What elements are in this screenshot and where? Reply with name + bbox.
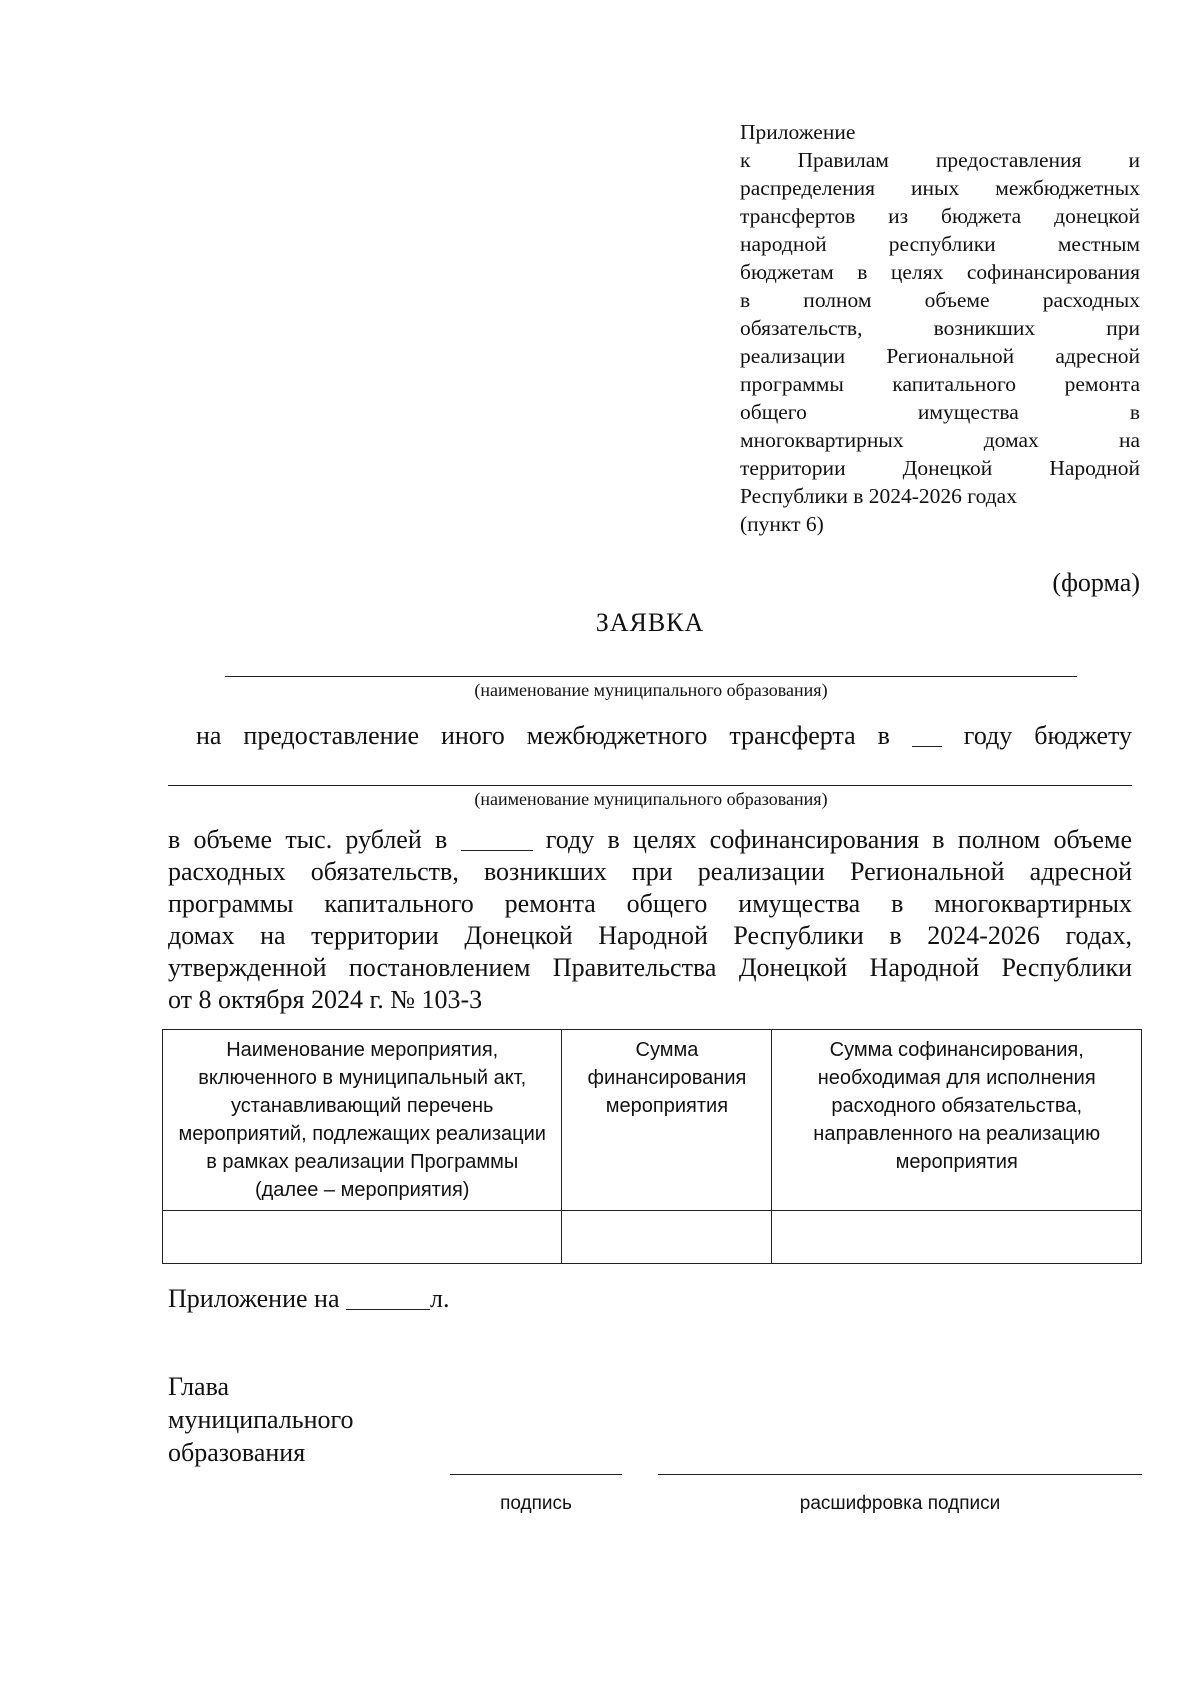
appendix-line: реализации Региональной адресной bbox=[740, 344, 1140, 368]
attachment-unit: л. bbox=[430, 1284, 450, 1313]
body-text: году в целях софинансирования в полном объеме bbox=[545, 825, 1133, 854]
appendix-line: бюджетам в целях софинансирования bbox=[740, 260, 1140, 284]
body-line: расходных обязательств, возникших при реализации Региональной адресной bbox=[168, 857, 1132, 886]
purpose-line bbox=[196, 720, 1132, 751]
table-cell bbox=[772, 1211, 1142, 1264]
body-line: от 8 октября 2024 г. № 103-3 bbox=[168, 985, 483, 1014]
appendix-point: (пункт 6) bbox=[740, 512, 824, 536]
body-line: утвержденной постановлением Правительства Донецкой Народной Республики bbox=[168, 953, 1132, 982]
appendix-line: территории Донецкой Народной bbox=[740, 456, 1140, 480]
table-header-amount: Сумма финансирования мероприятия bbox=[562, 1030, 772, 1211]
signer-line: муниципального bbox=[168, 1405, 354, 1434]
year-blank-2 bbox=[461, 824, 533, 851]
signer-title bbox=[168, 1370, 354, 1469]
signature-decode-line bbox=[658, 1474, 1142, 1475]
signature-caption: подпись bbox=[500, 1493, 572, 1514]
signer-line: Глава bbox=[168, 1372, 230, 1401]
table-cell bbox=[163, 1211, 562, 1264]
appendix-line: программы капитального ремонта bbox=[740, 372, 1140, 396]
appendix-line: народной республики местным bbox=[740, 232, 1140, 256]
attachment-line bbox=[168, 1283, 450, 1314]
sheets-blank bbox=[346, 1283, 430, 1310]
appendix-line: распределения иных межбюджетных bbox=[740, 176, 1140, 200]
table-header-cofinancing: Сумма софинансирования, необходимая для исполнения расходного обязательства, направленного на реализацию мероприятия bbox=[772, 1030, 1142, 1211]
appendix-line: к Правилам предоставления и bbox=[740, 148, 1140, 172]
table-cell bbox=[562, 1211, 772, 1264]
municipality-name-line bbox=[225, 676, 1077, 677]
body-text: в объеме тыс. рублей в bbox=[168, 825, 448, 854]
year-blank bbox=[912, 720, 942, 747]
signature-line bbox=[450, 1474, 622, 1475]
appendix-line: трансфертов из бюджета донецкой bbox=[740, 204, 1140, 228]
table-row bbox=[163, 1211, 1142, 1264]
body-paragraph bbox=[168, 824, 1132, 1016]
table-header-measure: Наименование мероприятия, включенного в муниципальный акт, устанавливающий перечень мероприятий, подлежащих реализации в рамках реализации Программы (далее – мероприятия) bbox=[163, 1030, 562, 1211]
appendix-heading: Приложение bbox=[740, 120, 856, 144]
purpose-text: на предоставление иного межбюджетного трансферта в bbox=[196, 721, 890, 750]
attachment-text: Приложение на bbox=[168, 1284, 340, 1313]
signer-line: образования bbox=[168, 1438, 306, 1467]
appendix-block bbox=[740, 118, 1140, 538]
appendix-line: Республики в 2024-2026 годах bbox=[740, 484, 1017, 508]
appendix-line: в полном объеме расходных bbox=[740, 288, 1140, 312]
municipality-name-line-2 bbox=[168, 785, 1132, 786]
table-header-row bbox=[163, 1030, 1142, 1211]
body-line bbox=[168, 824, 1132, 856]
municipality-caption: (наименование муниципального образования) bbox=[474, 680, 828, 700]
appendix-line: многоквартирных домах на bbox=[740, 428, 1140, 452]
purpose-text-end: году бюджету bbox=[963, 721, 1132, 750]
document-title: ЗАЯВКА bbox=[595, 608, 705, 637]
appendix-line: общего имущества в bbox=[740, 400, 1140, 424]
municipality-caption-2: (наименование муниципального образования) bbox=[474, 789, 828, 809]
appendix-line: обязательств, возникших при bbox=[740, 316, 1140, 340]
measures-table bbox=[162, 1029, 1142, 1264]
body-line: программы капитального ремонта общего имущества в многоквартирных bbox=[168, 889, 1132, 918]
signature-decode-caption: расшифровка подписи bbox=[799, 1493, 1001, 1514]
form-label: (форма) bbox=[1052, 568, 1140, 597]
body-line: домах на территории Донецкой Народной Республики в 2024-2026 годах, bbox=[168, 921, 1132, 950]
